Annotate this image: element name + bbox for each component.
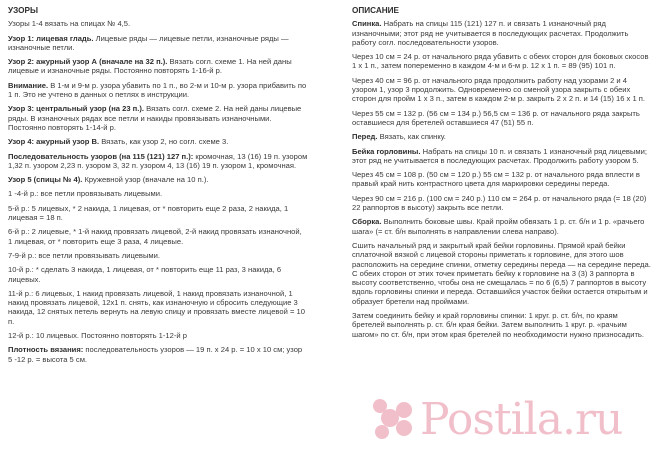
neckband-section xyxy=(352,147,652,166)
description-column xyxy=(352,6,652,344)
pattern-sequence xyxy=(8,152,308,171)
pattern-2 xyxy=(8,57,308,76)
neckband-marker: Через 45 см = 108 р. (50 см = 120 р.) 55 см = 132 р. от начального ряда вплести в правый край нить контрастного цвета для маркировки середины переда. xyxy=(352,170,640,189)
needles-note: Узоры 1-4 вязать на спицах № 4,5. xyxy=(8,19,131,29)
back-text: Набрать на спицы 115 (121) 127 п. и связать 1 изнаночный ряд изнаночными; этот ряд не учитывается в последующих расчетах. Продолжить работу согл. последовательности узоров. xyxy=(352,19,629,47)
pattern-5-text: Кружевной узор (вначале на 10 п.). xyxy=(82,175,209,185)
pattern-1-text: Лицевые ряды — лицевые петли, изнаночные ряды — изнаночные петли. xyxy=(8,33,289,52)
front-text: Вязать, как спинку. xyxy=(377,132,446,142)
neckband-text: Набрать на спицы 10 п. и связать 1 изнаночный ряд лицевыми; этот ряд не учитывается в последующих расчетах. Продолжить работу узором 5. xyxy=(352,146,647,165)
pattern-4 xyxy=(8,137,308,146)
neckband-heading: Бейка горловины. xyxy=(352,146,421,156)
pattern-3-heading: Узор 3: центральный узор (на 23 п.). xyxy=(8,104,145,114)
row-7-9: 7-9-й р.: все петли провязывать лицевыми. xyxy=(8,250,160,260)
back-heading: Спинка. xyxy=(352,19,382,29)
back-section xyxy=(352,19,652,47)
back-decrease: Через 10 см = 24 р. от начального ряда убавить с обеих сторон для боковых скосов 1 x 1 п., затем попеременно в каждом 4-м и 6-м р. 12 x 1 п. = 89 (95) 101 п. xyxy=(352,52,649,71)
watermark-text: Postila.ru xyxy=(420,394,623,445)
row-10: 10-й р.: * сделать 3 накида, 1 лицевая, от * повторить еще 11 раз, 3 накида, 6 лицевых. xyxy=(8,265,282,284)
attention-note xyxy=(8,81,308,100)
pattern-sequence-text: кромочная, 13 (16) 19 п. узором 1,32 п. узором 2,23 п. узором 3, 32 п. узором 4, 13 (16) 19 п. узором 1, кромочная. xyxy=(8,151,308,170)
front-section xyxy=(352,132,652,141)
gauge-heading: Плотность вязания: xyxy=(8,345,84,355)
assembly-heading: Сборка. xyxy=(352,217,382,227)
pattern-5-heading: Узор 5 (спицы № 4). xyxy=(8,175,83,185)
pattern-1 xyxy=(8,34,308,53)
pattern-2-text: Вязать согл. схеме 1. На ней даны лицевые и изнаночные ряды. Постоянно повторять 1-16-й р. xyxy=(8,57,292,76)
pattern-sequence-heading: Последовательность узоров (на 115 (121) 127 п.): xyxy=(8,151,194,161)
assembly-text: Выполнить боковые швы. Край пройм обвязать 1 р. ст. б/н и 1 р. «рачьего шага» (= ст. б/н выполнять в направлении слева направо). xyxy=(352,217,645,236)
pattern-2-heading: Узор 2: ажурный узор А (вначале на 32 п.). xyxy=(8,57,168,67)
back-finish: Через 55 см = 132 р. (56 см = 134 р.) 56,5 см = 136 р. от начального ряда закрыть оставшиеся для бретелей оставшиеся 47 (51) 55 п. xyxy=(352,108,640,127)
patterns-column xyxy=(8,6,308,369)
gauge-text: последовательность узоров — 19 п. х 24 р. = 10 х 10 см; узор 5 -12 р. = высота 5 см. xyxy=(8,345,303,364)
row-12: 12-й р.: 10 лицевых. Постоянно повторять 1-12-й р xyxy=(8,331,187,341)
assembly-finish: Затем соединить бейку и край горловины спинки: 1 круг. р. ст. б/н, по краям бретелей выполнять р. ст. б/н края бейки. Затем выполнить 1 круг. р. «рачьим шагом» по ст. б/н, при этом края бретелей по необходимости нужно призносадить. xyxy=(352,311,644,339)
pattern-5 xyxy=(8,175,308,184)
patterns-title: УЗОРЫ xyxy=(8,6,38,15)
assembly-neckband: Сшить начальный ряд и закрытый край бейки горловины. Прямой край бейки сплаточной вязкой с лицевой стороны приметать к горловине, для этого шов расположить на середине спинки, отметку середины переда — на середине переда. С обеих сторон от этих точек приметать бейку к горловине на 3 (3) 3 раппорта в высоту соответственно, чтобы она не смещалась = по 6 (6,5) 7 раппортов в высоту вдоль горловины спинки и переда. Оставшийся участок бейки остается открытым и образует бретели над проймами. xyxy=(352,240,651,306)
row-1-4: 1 -4-й р.: все петли провязывать лицевыми. xyxy=(8,189,163,199)
pattern-3-text: Вязать согл. схеме 2. На ней даны лицевые ряды. В изнаночных рядах все петли и накиды провязывать изнаночными. Постоянно повторять 1-14-й р. xyxy=(8,104,302,132)
row-11: 11-й р.: 6 лицевых, 1 накид провязать лицевой, 1 накид провязать изнаночной, 1 накид провязать лицевой, 12x1 п. снять, как изнаночную и сбросить следующие 3 накида, 12 снятых петель вернуть на левую спицу и провязать вместе лицевой = 10 п. xyxy=(8,288,305,326)
row-5: 5-й р.: 5 лицевых, * 2 накида, 1 лицевая, от * повторить еще 2 раза, 2 накида, 1 лицевая = 18 п. xyxy=(8,203,289,223)
watermark-logo xyxy=(360,388,660,458)
front-heading: Перед. xyxy=(352,132,378,142)
pattern-3 xyxy=(8,104,308,132)
description-title: ОПИСАНИЕ xyxy=(352,6,400,15)
pattern-4-text: Вязать, как узор 2, но согл. схеме 3. xyxy=(99,137,229,147)
pattern-1-heading: Узор 1: лицевая гладь. xyxy=(8,33,94,43)
attention-heading: Внимание. xyxy=(8,80,49,90)
attention-text: В 1-м и 9-м р. узора убавить по 1 п., во 2-м и 10-м р. узора прибавить по 1 п. Это не учтено в данных о петлях в инструкции. xyxy=(8,80,307,100)
assembly-section xyxy=(352,217,652,236)
neckband-bindoff: Через 90 см = 216 р. (100 см = 240 р.) 110 см = 264 р. от начального ряда (= 18 (20) 22 раппортов в высоту) закрыть все петли. xyxy=(352,193,647,213)
watermark-flower-icon xyxy=(360,388,660,458)
row-6: 6-й р.: 2 лицевые, * 1-й накид провязать лицевой, 2-й накид провязать изнаночной, 1 лицевая, от * повторить еще 3 раза, 4 лицевые. xyxy=(8,227,302,246)
pattern-4-heading: Узор 4: ажурный узор В. xyxy=(8,137,100,147)
back-armholes: Через 40 см = 96 р. от начального ряда продолжить работу над узорами 2 и 4 узором 1, узор 3 продолжить. Одновременно со сменой узора закрыть с обеих сторон для пройм 1 x 3 п., затем в каждом 2-м р. закрыть 2 x 2 п. и 14 (15) 16 x 1 п. xyxy=(352,75,646,104)
gauge xyxy=(8,345,308,364)
